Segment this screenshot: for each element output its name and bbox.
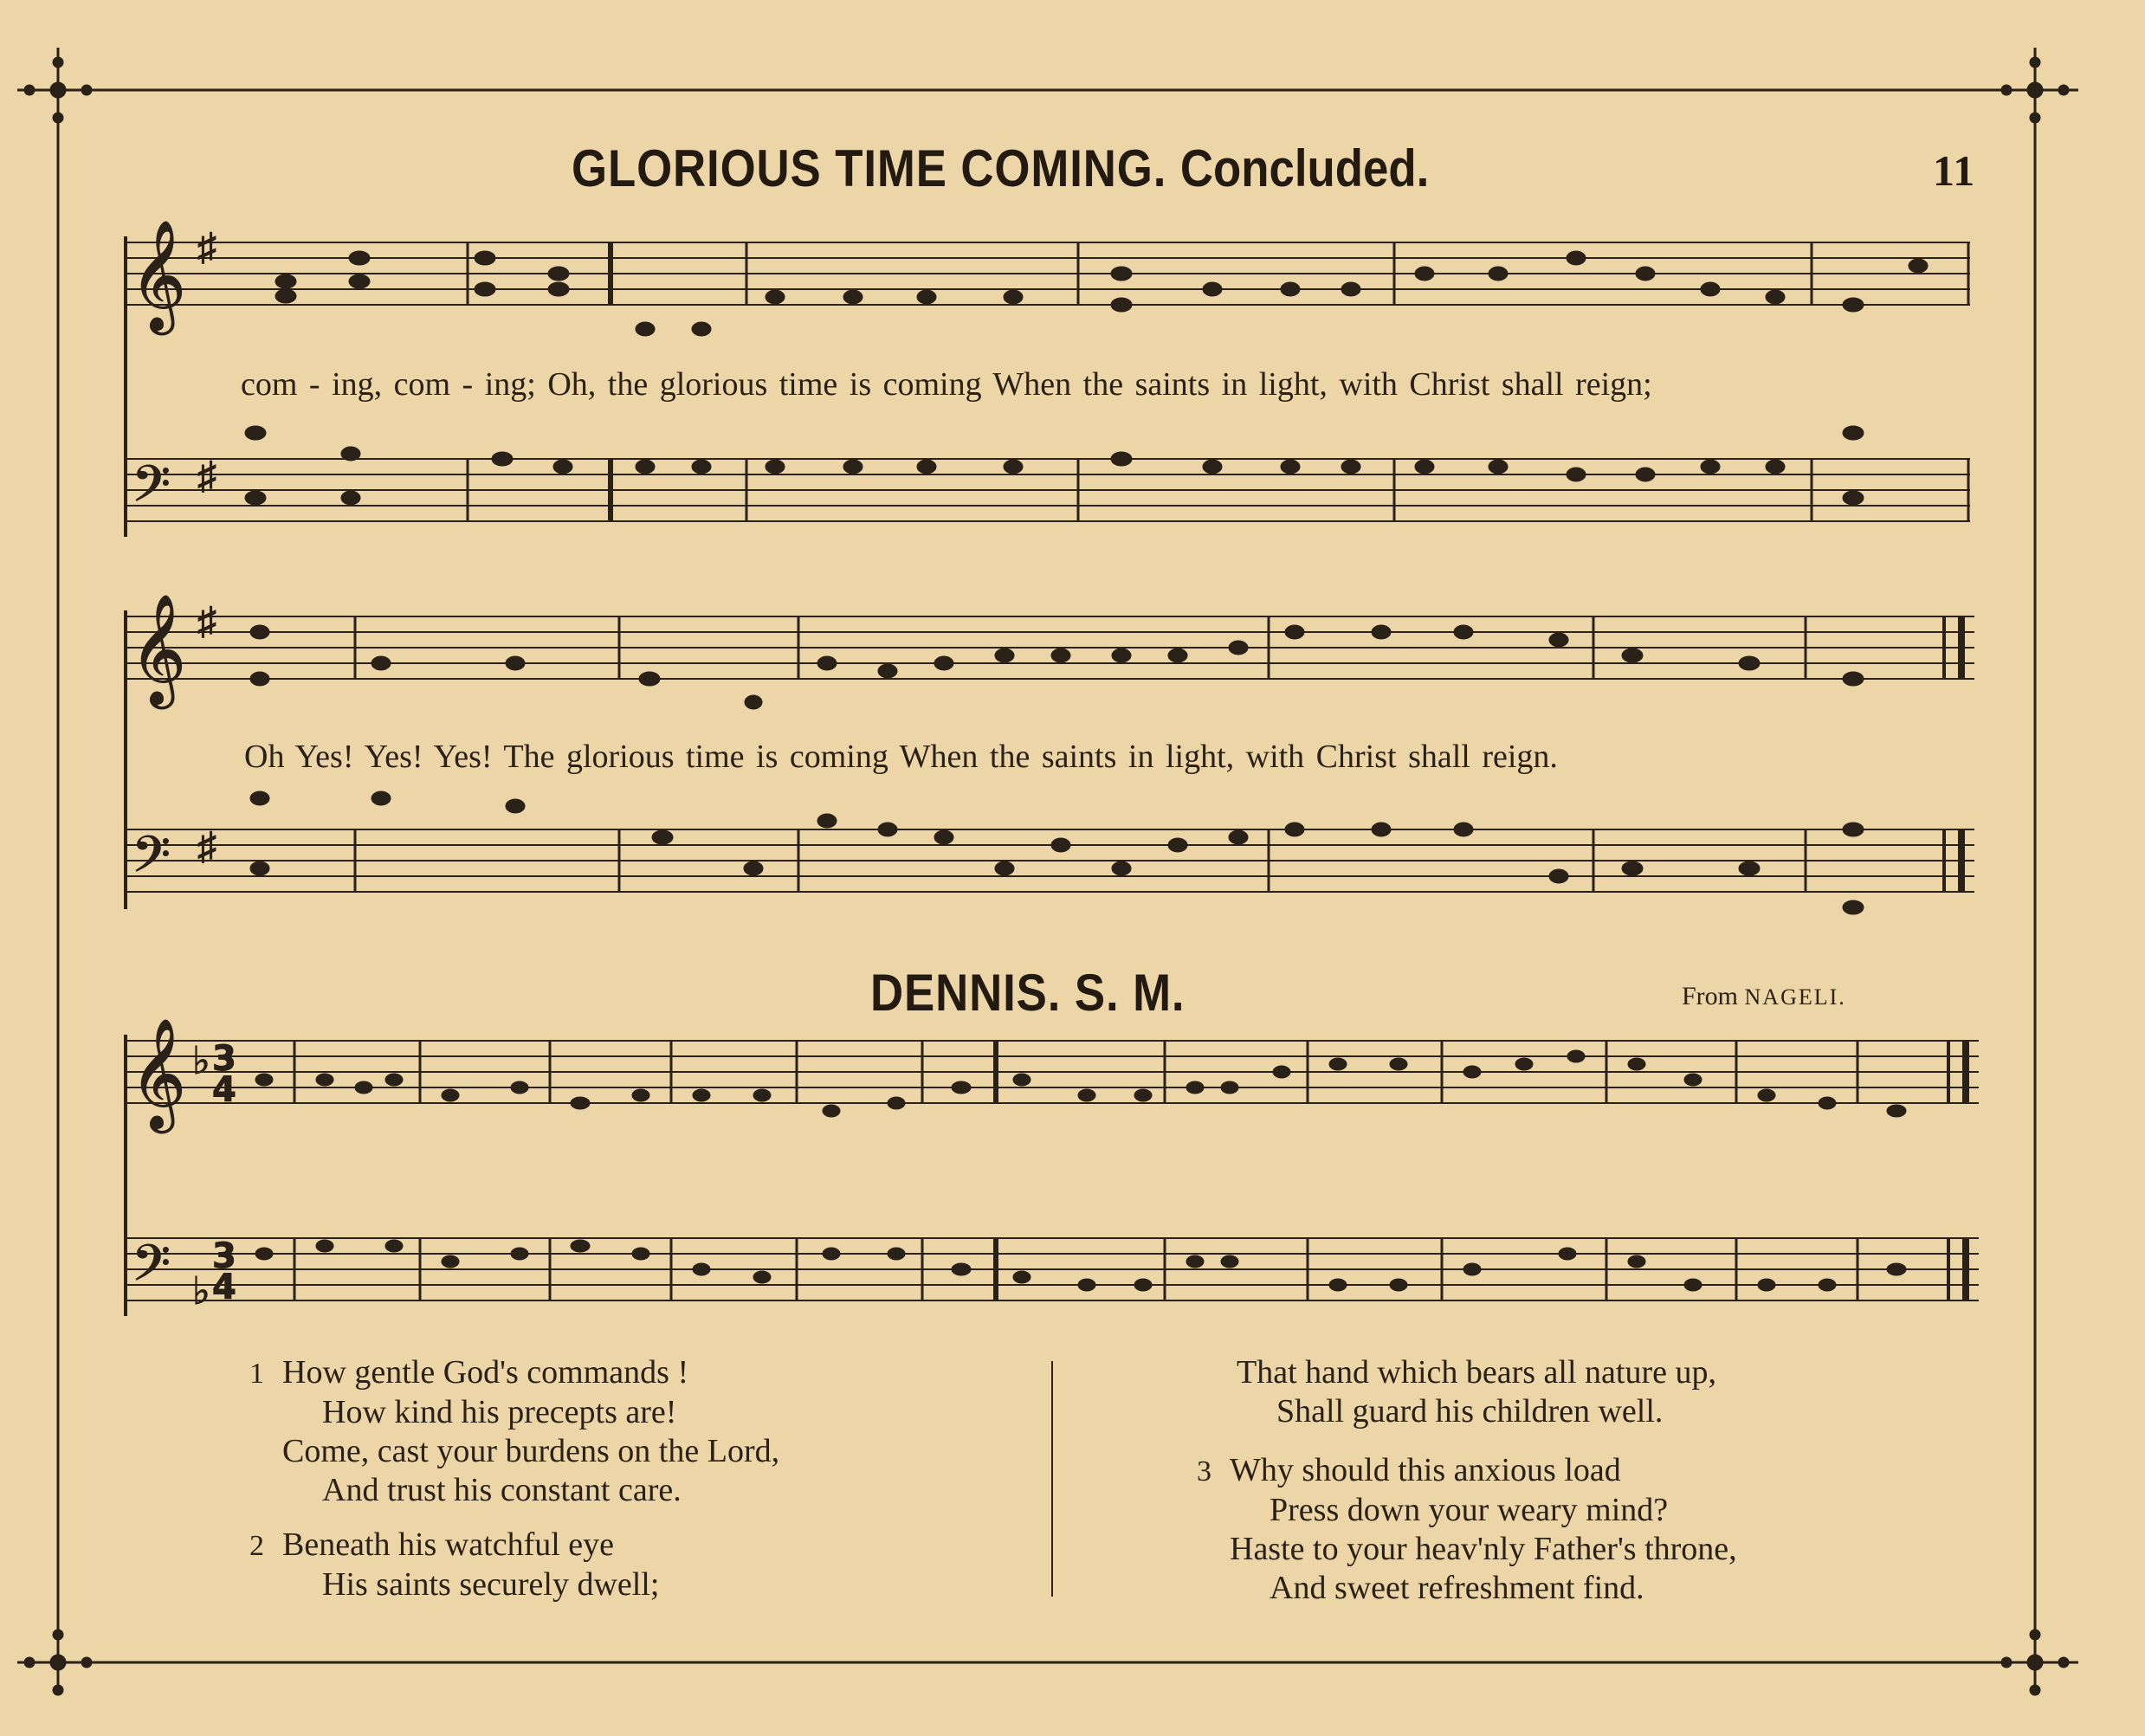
- notes-system-1-bass: [245, 426, 1864, 505]
- verse-line: How gentle God's commands !: [282, 1354, 689, 1391]
- hymn-title-main: GLORIOUS TIME COMING.: [572, 139, 1167, 197]
- key-signature-flat: ♭: [192, 1040, 210, 1082]
- lyric-line: com - ing, com - ing; Oh, the glorious time is coming When the saints in light, with Christ shall reign;: [241, 366, 1652, 403]
- bass-staff-1: [126, 459, 1970, 521]
- corner-ornament-top-left: [24, 57, 92, 123]
- verse-number: 2: [249, 1530, 264, 1562]
- time-signature-bottom: 4: [212, 1268, 236, 1307]
- verse-line: And trust his constant care.: [322, 1472, 682, 1508]
- corner-ornament-top-right: [2001, 57, 2069, 123]
- treble-staff-1: [126, 242, 1970, 305]
- page-title: [572, 139, 1429, 198]
- bass-clef-icon: 𝄢: [132, 825, 171, 896]
- treble-clef-icon: 𝄞: [130, 593, 187, 704]
- column-divider: [1051, 1361, 1053, 1597]
- verse-line: Shall guard his children well.: [1276, 1393, 1664, 1429]
- corner-ornament-bottom-right: [2001, 1630, 2069, 1695]
- key-signature-sharp: ♯: [197, 825, 216, 868]
- verse-line: And sweet refreshment find.: [1270, 1570, 1644, 1606]
- page-number: 11: [1933, 146, 1976, 195]
- time-signature-bottom: 4: [212, 1070, 236, 1110]
- verse-line: His saints securely dwell;: [322, 1566, 660, 1603]
- attribution-prefix: From: [1682, 982, 1745, 1010]
- notes-system-3-treble: [255, 1050, 1906, 1117]
- time-signature-top: 3: [212, 1039, 236, 1079]
- lyric-line: Oh Yes! Yes! Yes! The glorious time is coming When the saints in light, with Christ shall reign.: [244, 739, 1558, 775]
- verse-line: Haste to your heav'nly Father's throne,: [1230, 1531, 1737, 1567]
- treble-clef-icon: 𝄞: [130, 219, 187, 330]
- composer-attribution: [1682, 982, 1846, 1011]
- bass-clef-icon: 𝄢: [132, 1234, 171, 1305]
- time-signature-top: 3: [212, 1236, 236, 1276]
- key-signature-sharp: ♯: [197, 226, 216, 268]
- treble-staff-2: [126, 616, 1974, 679]
- hymn-title-suffix: Concluded.: [1179, 139, 1430, 197]
- music-system-3: [126, 1017, 1979, 1316]
- notes-system-1-treble: [275, 251, 1928, 336]
- verse-line: Why should this anxious load: [1230, 1452, 1621, 1488]
- verse-line: Press down your weary mind?: [1270, 1492, 1669, 1528]
- key-signature-sharp: ♯: [197, 600, 216, 642]
- key-signature-flat: ♭: [192, 1270, 210, 1313]
- notes-system-2-bass: [250, 791, 1864, 914]
- verse-line: Beneath his watchful eye: [282, 1526, 615, 1563]
- barlines-system-3: [294, 1041, 1966, 1300]
- verse-number: 1: [249, 1358, 264, 1390]
- hymn-title-dennis: DENNIS. S. M.: [870, 964, 1186, 1022]
- verse-line: That hand which bears all nature up,: [1237, 1354, 1716, 1391]
- composer-name: NAGELI.: [1744, 984, 1846, 1010]
- notes-system-2-treble: [250, 625, 1864, 709]
- verse-line: Come, cast your burdens on the Lord,: [282, 1433, 780, 1469]
- verse-number: 3: [1197, 1455, 1211, 1488]
- bass-staff-3: [126, 1238, 1979, 1300]
- treble-staff-3: [126, 1041, 1979, 1103]
- key-signature-sharp: ♯: [197, 455, 216, 497]
- bass-clef-icon: 𝄢: [132, 455, 171, 526]
- bass-staff-2: [126, 829, 1974, 892]
- verse-line: How kind his precepts are!: [322, 1394, 677, 1430]
- verse-3: [1197, 1451, 1737, 1608]
- treble-clef-icon: 𝄞: [130, 1017, 187, 1128]
- corner-ornament-bottom-left: [24, 1630, 92, 1695]
- verse-2: [249, 1526, 659, 1604]
- verse-2-continued: [1237, 1353, 1716, 1431]
- notes-system-3-bass: [255, 1240, 1906, 1291]
- verse-1: [249, 1353, 779, 1510]
